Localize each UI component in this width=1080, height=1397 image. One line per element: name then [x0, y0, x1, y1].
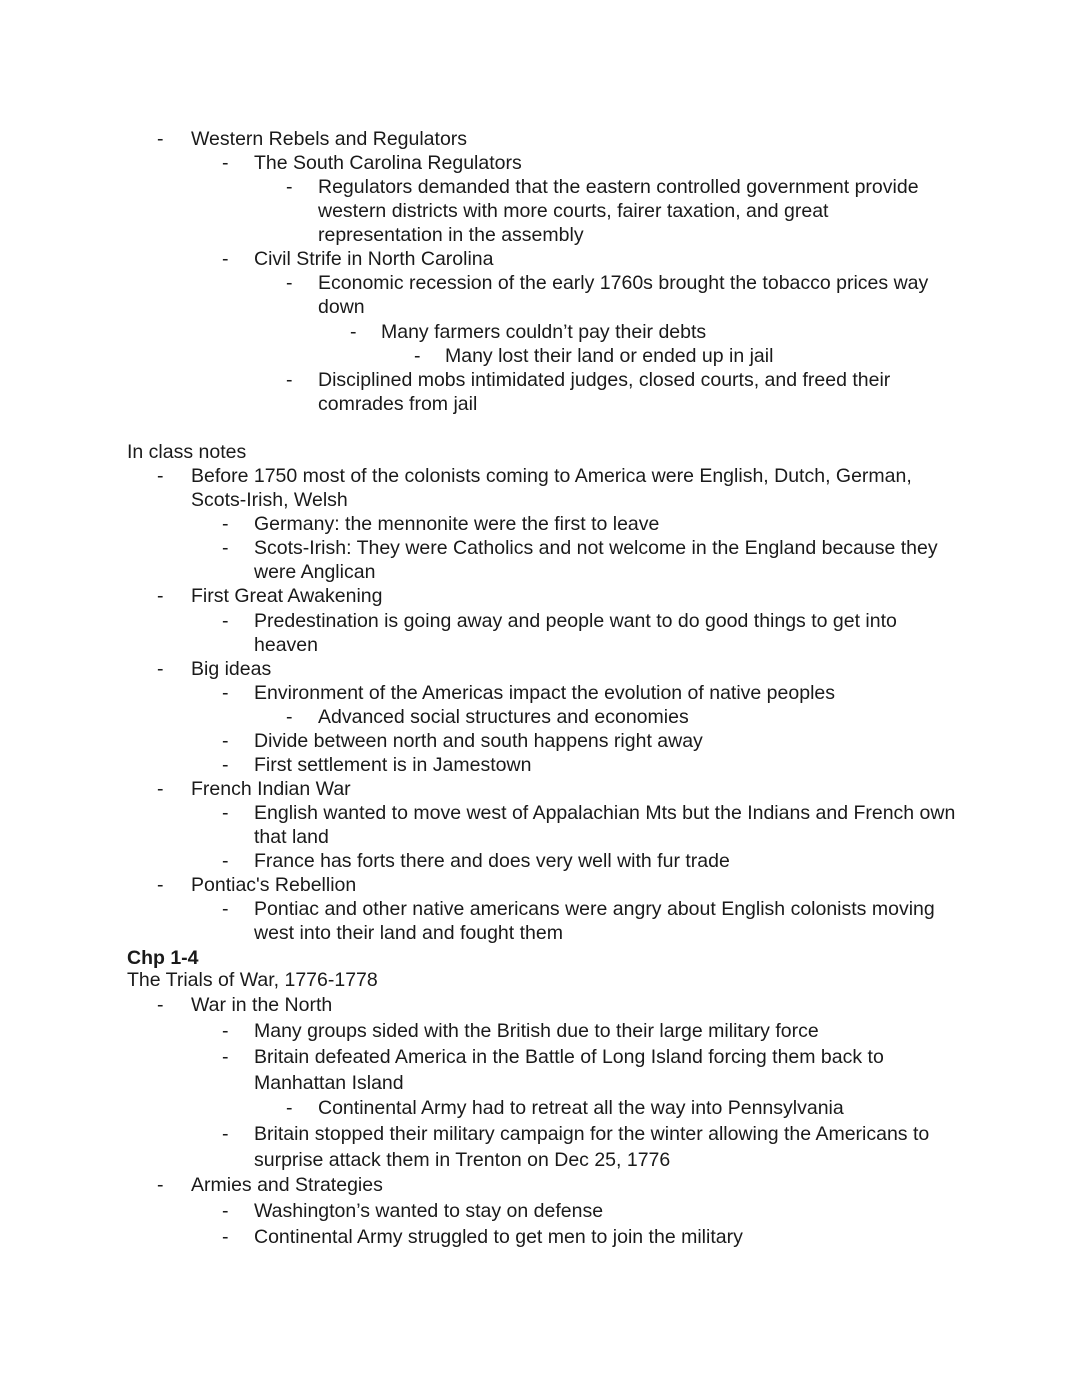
chapter-heading: Chp 1-4: [127, 947, 199, 969]
list-item: Pontiac's Rebellion: [191, 874, 357, 896]
bullet-dash: -: [286, 176, 293, 198]
bullet-dash: -: [157, 874, 164, 896]
list-item: Regulators demanded that the eastern controlled government provide: [318, 176, 919, 198]
section-heading: In class notes: [127, 441, 247, 463]
list-item-continuation: surprise attack them in Trenton on Dec 25, 1776: [254, 1149, 671, 1171]
list-item: Pontiac and other native americans were angry about English colonists moving: [254, 898, 935, 920]
list-item-continuation: west into their land and fought them: [254, 922, 563, 944]
list-item: Many groups sided with the British due to their large military force: [254, 1020, 819, 1042]
bullet-dash: -: [157, 1174, 164, 1196]
list-item: Germany: the mennonite were the first to leave: [254, 513, 660, 535]
bullet-dash: -: [222, 802, 229, 824]
list-item: English wanted to move west of Appalachian Mts but the Indians and French own: [254, 802, 956, 824]
bullet-dash: -: [350, 321, 357, 343]
bullet-dash: -: [222, 537, 229, 559]
list-item: Armies and Strategies: [191, 1174, 383, 1196]
list-item: Advanced social structures and economies: [318, 706, 689, 728]
list-item: Civil Strife in North Carolina: [254, 248, 494, 270]
bullet-dash: -: [222, 152, 229, 174]
bullet-dash: -: [222, 1020, 229, 1042]
list-item: Continental Army had to retreat all the way into Pennsylvania: [318, 1097, 844, 1119]
bullet-dash: -: [222, 1200, 229, 1222]
bullet-dash: -: [222, 610, 229, 632]
bullet-dash: -: [222, 850, 229, 872]
bullet-dash: -: [222, 682, 229, 704]
list-item: Before 1750 most of the colonists coming to America were English, Dutch, German,: [191, 465, 912, 487]
bullet-dash: -: [414, 345, 421, 367]
bullet-dash: -: [286, 1097, 293, 1119]
list-item: Scots-Irish: They were Catholics and not welcome in the England because they: [254, 537, 938, 559]
list-item-continuation: that land: [254, 826, 329, 848]
bullet-dash: -: [157, 128, 164, 150]
list-item: Big ideas: [191, 658, 272, 680]
list-item: First Great Awakening: [191, 585, 383, 607]
list-item: Britain stopped their military campaign for the winter allowing the Americans to: [254, 1123, 930, 1145]
list-item: War in the North: [191, 994, 333, 1016]
bullet-dash: -: [222, 1046, 229, 1068]
list-item: First settlement is in Jamestown: [254, 754, 532, 776]
list-item: French Indian War: [191, 778, 351, 800]
bullet-dash: -: [157, 658, 164, 680]
list-item-continuation: down: [318, 296, 365, 318]
list-item-continuation: representation in the assembly: [318, 224, 584, 246]
list-item: Continental Army struggled to get men to join the military: [254, 1226, 743, 1248]
bullet-dash: -: [222, 754, 229, 776]
list-item: Many farmers couldn’t pay their debts: [381, 321, 707, 343]
list-item: The South Carolina Regulators: [254, 152, 522, 174]
list-item: Environment of the Americas impact the evolution of native peoples: [254, 682, 835, 704]
list-item: Washington’s wanted to stay on defense: [254, 1200, 604, 1222]
list-item-continuation: western districts with more courts, fairer taxation, and great: [318, 200, 829, 222]
list-item: Predestination is going away and people want to do good things to get into: [254, 610, 897, 632]
list-item-continuation: were Anglican: [254, 561, 376, 583]
list-item: Divide between north and south happens right away: [254, 730, 703, 752]
list-item-continuation: Scots-Irish, Welsh: [191, 489, 348, 511]
list-item: Economic recession of the early 1760s brought the tobacco prices way: [318, 272, 929, 294]
bullet-dash: -: [222, 730, 229, 752]
chapter-subtitle: The Trials of War, 1776-1778: [127, 969, 378, 991]
bullet-dash: -: [157, 465, 164, 487]
list-item-continuation: Manhattan Island: [254, 1072, 404, 1094]
bullet-dash: -: [286, 706, 293, 728]
bullet-dash: -: [222, 1123, 229, 1145]
list-item: Disciplined mobs intimidated judges, closed courts, and freed their: [318, 369, 891, 391]
bullet-dash: -: [222, 248, 229, 270]
list-item-continuation: comrades from jail: [318, 393, 478, 415]
bullet-dash: -: [157, 994, 164, 1016]
list-item: France has forts there and does very well with fur trade: [254, 850, 730, 872]
bullet-dash: -: [222, 513, 229, 535]
list-item: Western Rebels and Regulators: [191, 128, 468, 150]
bullet-dash: -: [222, 898, 229, 920]
list-item-continuation: heaven: [254, 634, 318, 656]
bullet-dash: -: [286, 272, 293, 294]
list-item: Britain defeated America in the Battle of Long Island forcing them back to: [254, 1046, 884, 1068]
bullet-dash: -: [157, 585, 164, 607]
bullet-dash: -: [157, 778, 164, 800]
list-item: Many lost their land or ended up in jail: [445, 345, 774, 367]
bullet-dash: -: [286, 369, 293, 391]
bullet-dash: -: [222, 1226, 229, 1248]
